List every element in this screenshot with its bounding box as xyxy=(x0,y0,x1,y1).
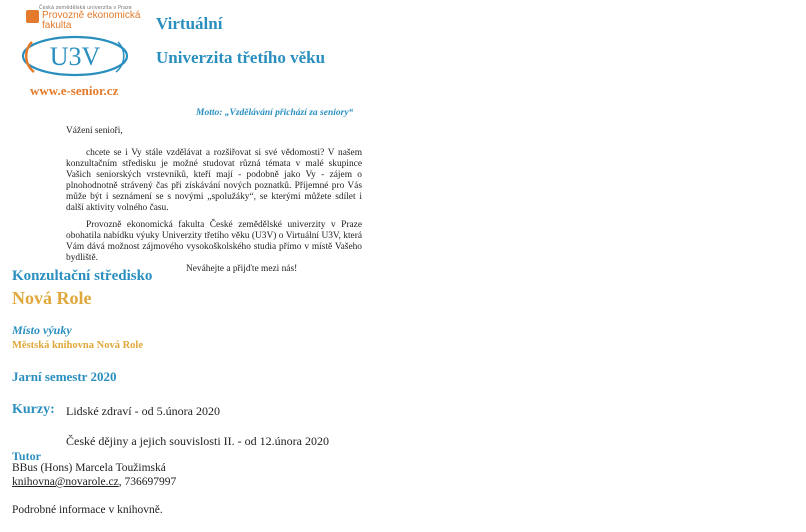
letter-paragraph1: chcete se i Vy stále vzdělávat a rozšiřovat si své vědomosti? V našem konzultačním středisku je možné studovat různá témata v malé skupince Vašich seniorských vrstevníků, kteří mají - podobně jako Vy - zájem o plnohodnotně strávený čas při získávání nových poznatků. Příjemné pro Vás může být i seznámení se s novými „spolužáky“, se kterými můžete sdílet i další aktivity volného času. xyxy=(66,148,362,213)
tutor-email-link[interactable]: knihovna@novarole.cz xyxy=(12,476,119,488)
tutor-phone: , 736697997 xyxy=(118,476,177,488)
courses-label: Kurzy: xyxy=(12,402,55,417)
title-line2: Univerzita třetího věku xyxy=(156,48,326,67)
semester: Jarní semestr 2020 xyxy=(12,369,117,384)
faculty-name xyxy=(42,11,140,31)
website-link[interactable]: www.e-senior.cz xyxy=(30,83,119,98)
letter-paragraph2: Provozně ekonomická fakulta České zemědělské univerzity v Praze obohatila nabídku výuky Univerzity třetího věku (U3V) o Virtuální U3V, která Vám dává možnost zájmového vysokoškolského studia přímo v místě Vašeho bydliště. xyxy=(66,220,362,263)
faculty-line2: fakulta xyxy=(42,20,72,31)
center-name: Nová Role xyxy=(12,288,92,308)
faculty-logo-icon xyxy=(26,10,39,23)
u3v-logo xyxy=(18,34,133,78)
tutor-contact xyxy=(12,476,176,488)
motto: Motto: „Vzdělávání přichází za seniory“ xyxy=(196,108,354,118)
course-item: Lidské zdraví - od 5.února 2020 xyxy=(66,404,220,418)
letter-closing: Neváhejte a přijďte mezi nás! xyxy=(186,264,298,274)
place-label: Místo výuky xyxy=(12,323,72,337)
place-value: Městská knihovna Nová Role xyxy=(12,340,143,351)
title-line1: Virtuální xyxy=(156,14,223,33)
letter-greeting: Vážení senioři, xyxy=(66,126,123,136)
center-label: Konzultační středisko xyxy=(12,268,153,284)
faculty-line1: Provozně ekonomická xyxy=(42,10,141,21)
logo-text: U3V xyxy=(49,42,101,71)
letter-body xyxy=(66,126,362,275)
tutor-name: BBus (Hons) Marcela Toužimská xyxy=(12,462,166,474)
university-small-text: Česká zemědělská univerzita v Praze xyxy=(39,5,132,11)
course-item: České dějiny a jejich souvislosti II. - od 12.února 2020 xyxy=(66,434,329,448)
footer-info: Podrobné informace v knihovně. xyxy=(12,504,163,516)
tutor-label: Tutor xyxy=(12,449,41,463)
